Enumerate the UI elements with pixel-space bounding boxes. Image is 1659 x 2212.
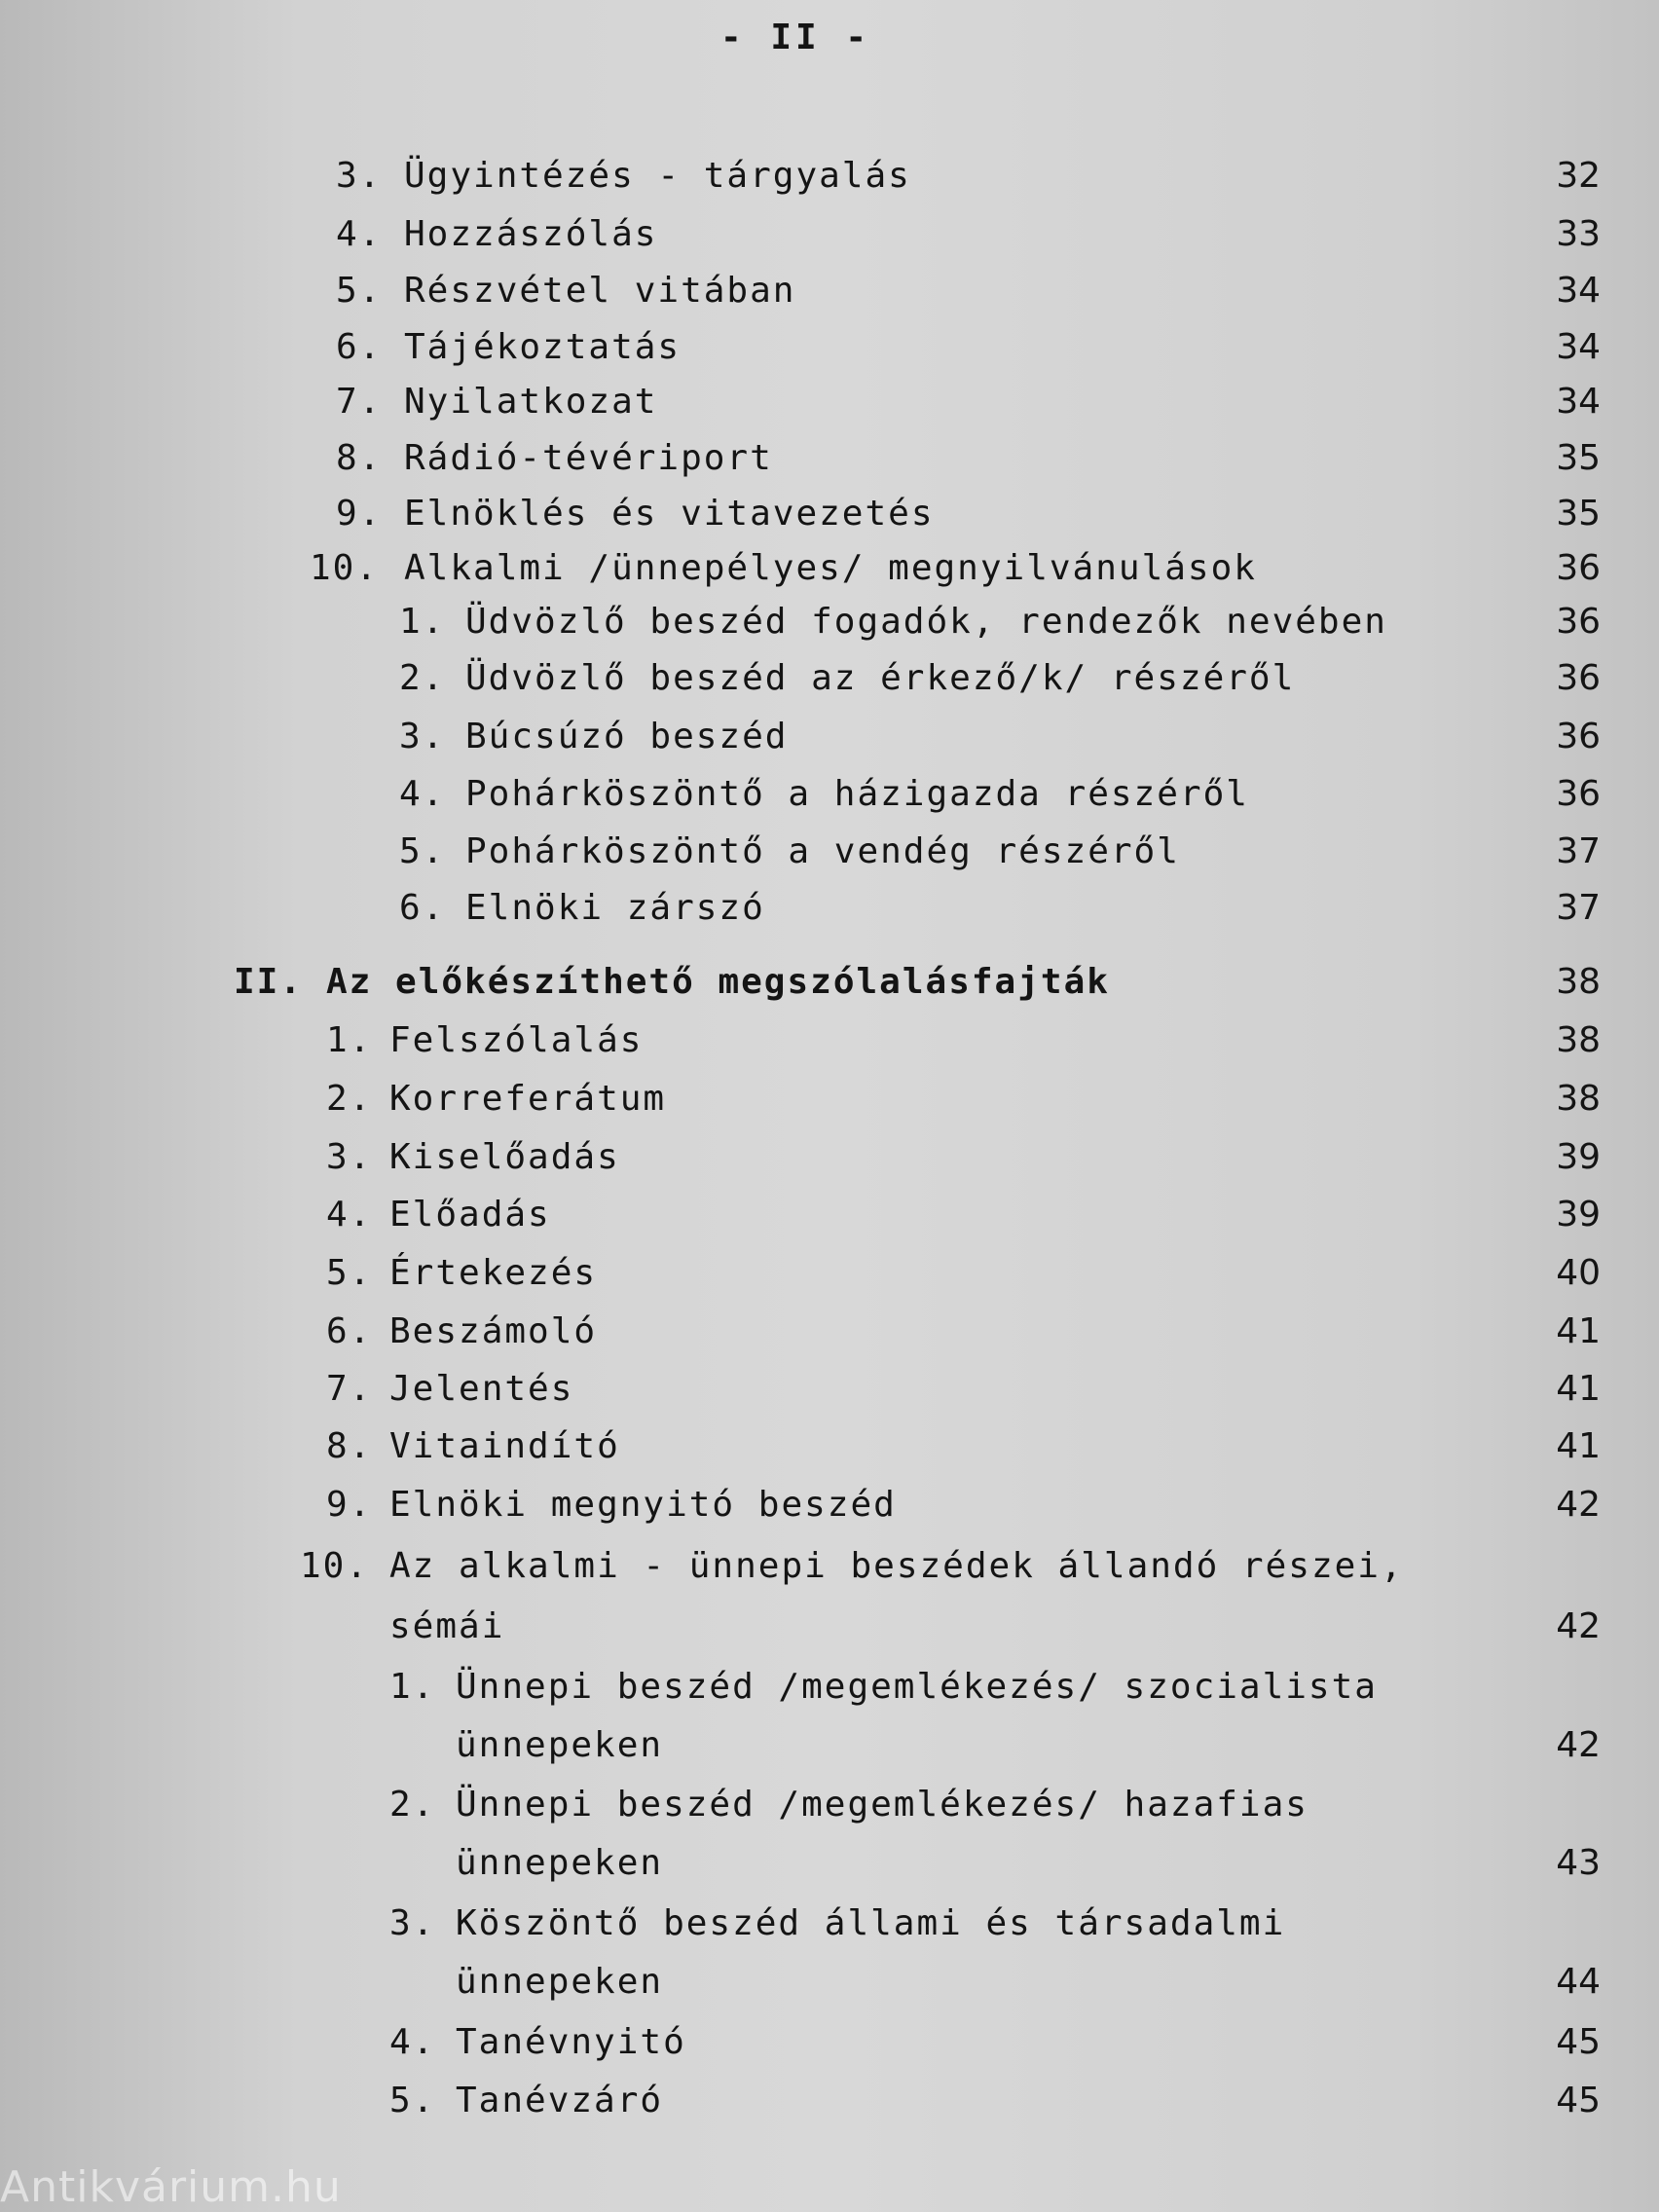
toc-entry: [0, 1903, 1659, 1958]
toc-entry-page: 42: [1556, 1606, 1601, 1646]
toc-entry-label: Alkalmi /ünnepélyes/ megnyilvánulások: [404, 548, 1257, 588]
toc-entry-label: ünnepeken: [456, 1843, 664, 1883]
toc-entry-page: 35: [1556, 438, 1601, 478]
toc-entry-page: 45: [1556, 2081, 1601, 2120]
toc-entry-number: 3.: [399, 717, 446, 756]
toc-entry-number: 5.: [399, 831, 446, 871]
toc-entry-page: 32: [1556, 156, 1601, 196]
toc-entry-label: Jelentés: [389, 1369, 574, 1409]
toc-entry-page: 33: [1556, 214, 1601, 254]
toc-entry-page: 39: [1556, 1137, 1601, 1177]
toc-entry: [0, 1369, 1659, 1423]
toc-entry: [0, 327, 1659, 382]
toc-entry: [0, 214, 1659, 269]
toc-entry-label: Nyilatkozat: [404, 382, 658, 422]
toc-entry: [0, 717, 1659, 771]
toc-entry-label: Hozzászólás: [404, 214, 658, 254]
toc-entry-number: 1.: [399, 602, 446, 642]
toc-entry-number: 6.: [326, 1311, 373, 1351]
toc-entry-label: Felszólalás: [389, 1020, 644, 1060]
toc-entry-label: Az alkalmi - ünnepi beszédek állandó részei,: [389, 1546, 1404, 1586]
toc-entry-page: 44: [1556, 1962, 1601, 2002]
toc-entry-number: 7.: [336, 382, 383, 422]
toc-entry: [0, 156, 1659, 210]
toc-entry: [0, 1546, 1659, 1601]
toc-entry: [0, 1485, 1659, 1539]
toc-entry-number: 6.: [399, 888, 446, 928]
toc-entry: [0, 1020, 1659, 1075]
toc-entry: [0, 774, 1659, 829]
toc-entry-number: 2.: [326, 1079, 373, 1119]
toc-entry-page: 42: [1556, 1725, 1601, 1765]
page-header-roman: - II -: [720, 18, 871, 57]
toc-entry-label: Pohárköszöntő a házigazda részéről: [465, 774, 1249, 814]
toc-entry-number: 6.: [336, 327, 383, 367]
toc-entry: [0, 602, 1659, 656]
toc-entry-number: 1.: [389, 1667, 436, 1707]
toc-entry: [0, 438, 1659, 493]
toc-entry-page: 39: [1556, 1195, 1601, 1235]
toc-entry-page: 41: [1556, 1426, 1601, 1466]
toc-entry-label: Üdvözlő beszéd az érkező/k/ részéről: [465, 658, 1296, 698]
toc-entry-number: 7.: [326, 1369, 373, 1409]
toc-entry-page: 42: [1556, 1485, 1601, 1525]
toc-entry-label: Beszámoló: [389, 1311, 598, 1351]
toc-entry-number: II.: [234, 962, 304, 1002]
toc-entry-page: 36: [1556, 774, 1601, 814]
toc-entry-page: 38: [1556, 1020, 1601, 1060]
toc-entry: [0, 1606, 1659, 1661]
toc-entry-label: Elnöklés és vitavezetés: [404, 494, 935, 534]
toc-entry-page: 41: [1556, 1311, 1601, 1351]
toc-entry-label: Az előkészíthető megszólalásfajták: [326, 962, 1110, 1002]
watermark: Antikvárium.hu: [0, 2162, 342, 2212]
toc-entry: [0, 962, 1659, 1016]
toc-entry-number: 10.: [300, 1546, 370, 1586]
toc-entry-label: Vitaindító: [389, 1426, 620, 1466]
toc-entry-page: 36: [1556, 717, 1601, 756]
toc-entry-number: 2.: [399, 658, 446, 698]
toc-entry-label: Üdvözlő beszéd fogadók, rendezők nevében: [465, 602, 1387, 642]
toc-entry-label: Előadás: [389, 1195, 551, 1235]
toc-entry-page: 45: [1556, 2022, 1601, 2062]
toc-entry: [0, 1843, 1659, 1898]
toc-entry: [0, 2022, 1659, 2077]
toc-entry-label: Tanévzáró: [456, 2081, 664, 2120]
toc-entry-label: sémái: [389, 1606, 505, 1646]
toc-entry-page: 35: [1556, 494, 1601, 534]
toc-entry-label: ünnepeken: [456, 1725, 664, 1765]
toc-entry-number: 5.: [336, 271, 383, 311]
toc-entry-page: 41: [1556, 1369, 1601, 1409]
toc-entry-number: 2.: [389, 1785, 436, 1825]
toc-entry: [0, 1195, 1659, 1249]
toc-entry-label: Ünnepi beszéd /megemlékezés/ szocialista: [456, 1667, 1378, 1707]
toc-entry-page: 40: [1556, 1253, 1601, 1293]
toc-entry: [0, 1725, 1659, 1780]
toc-entry: [0, 271, 1659, 325]
toc-entry-number: 1.: [326, 1020, 373, 1060]
toc-entry-label: Korreferátum: [389, 1079, 667, 1119]
toc-entry-number: 3.: [326, 1137, 373, 1177]
toc-entry-number: 4.: [336, 214, 383, 254]
toc-entry-label: Ügyintézés - tárgyalás: [404, 156, 911, 196]
toc-entry: [0, 1962, 1659, 2016]
toc-entry: [0, 494, 1659, 548]
toc-entry: [0, 548, 1659, 603]
toc-entry: [0, 1311, 1659, 1366]
toc-entry-label: Részvétel vitában: [404, 271, 796, 311]
toc-entry: [0, 382, 1659, 436]
toc-entry-page: 34: [1556, 271, 1601, 311]
toc-entry-label: Búcsúzó beszéd: [465, 717, 789, 756]
toc-entry: [0, 2081, 1659, 2135]
toc-entry-page: 43: [1556, 1843, 1601, 1883]
toc-entry-number: 4.: [326, 1195, 373, 1235]
toc-entry-page: 34: [1556, 327, 1601, 367]
toc-entry: [0, 1137, 1659, 1192]
toc-entry-page: 36: [1556, 548, 1601, 588]
toc-entry-label: Elnöki megnyitó beszéd: [389, 1485, 897, 1525]
toc-entry: [0, 831, 1659, 886]
toc-entry-page: 38: [1556, 1079, 1601, 1119]
toc-entry-page: 37: [1556, 888, 1601, 928]
toc-entry-number: 5.: [326, 1253, 373, 1293]
toc-entry-page: 36: [1556, 602, 1601, 642]
toc-entry: [0, 1785, 1659, 1839]
toc-entry-page: 36: [1556, 658, 1601, 698]
toc-entry-label: Pohárköszöntő a vendég részéről: [465, 831, 1180, 871]
toc-entry-number: 9.: [336, 494, 383, 534]
toc-entry-label: Tanévnyitó: [456, 2022, 686, 2062]
toc-entry-number: 9.: [326, 1485, 373, 1525]
toc-entry: [0, 1426, 1659, 1481]
toc-entry-label: Kiselőadás: [389, 1137, 620, 1177]
toc-entry-page: 37: [1556, 831, 1601, 871]
toc-entry-page: 34: [1556, 382, 1601, 422]
toc-entry-number: 4.: [399, 774, 446, 814]
toc-entry-number: 4.: [389, 2022, 436, 2062]
toc-entry-label: Tájékoztatás: [404, 327, 682, 367]
toc-entry-number: 8.: [326, 1426, 373, 1466]
toc-entry-label: Rádió-tévériport: [404, 438, 773, 478]
toc-entry-page: 38: [1556, 962, 1601, 1002]
toc-entry-number: 8.: [336, 438, 383, 478]
toc-entry: [0, 888, 1659, 942]
toc-entry: [0, 1667, 1659, 1721]
toc-entry-number: 3.: [389, 1903, 436, 1943]
toc-entry-number: 3.: [336, 156, 383, 196]
toc-entry: [0, 658, 1659, 713]
toc-entry-number: 10.: [310, 548, 380, 588]
toc-entry-number: 5.: [389, 2081, 436, 2120]
toc-entry: [0, 1253, 1659, 1308]
toc-entry-label: ünnepeken: [456, 1962, 664, 2002]
toc-entry-label: Elnöki zárszó: [465, 888, 765, 928]
toc-entry-label: Ünnepi beszéd /megemlékezés/ hazafias: [456, 1785, 1309, 1825]
toc-entry-label: Köszöntő beszéd állami és társadalmi: [456, 1903, 1286, 1943]
toc-entry: [0, 1079, 1659, 1133]
toc-entry-label: Értekezés: [389, 1253, 598, 1293]
